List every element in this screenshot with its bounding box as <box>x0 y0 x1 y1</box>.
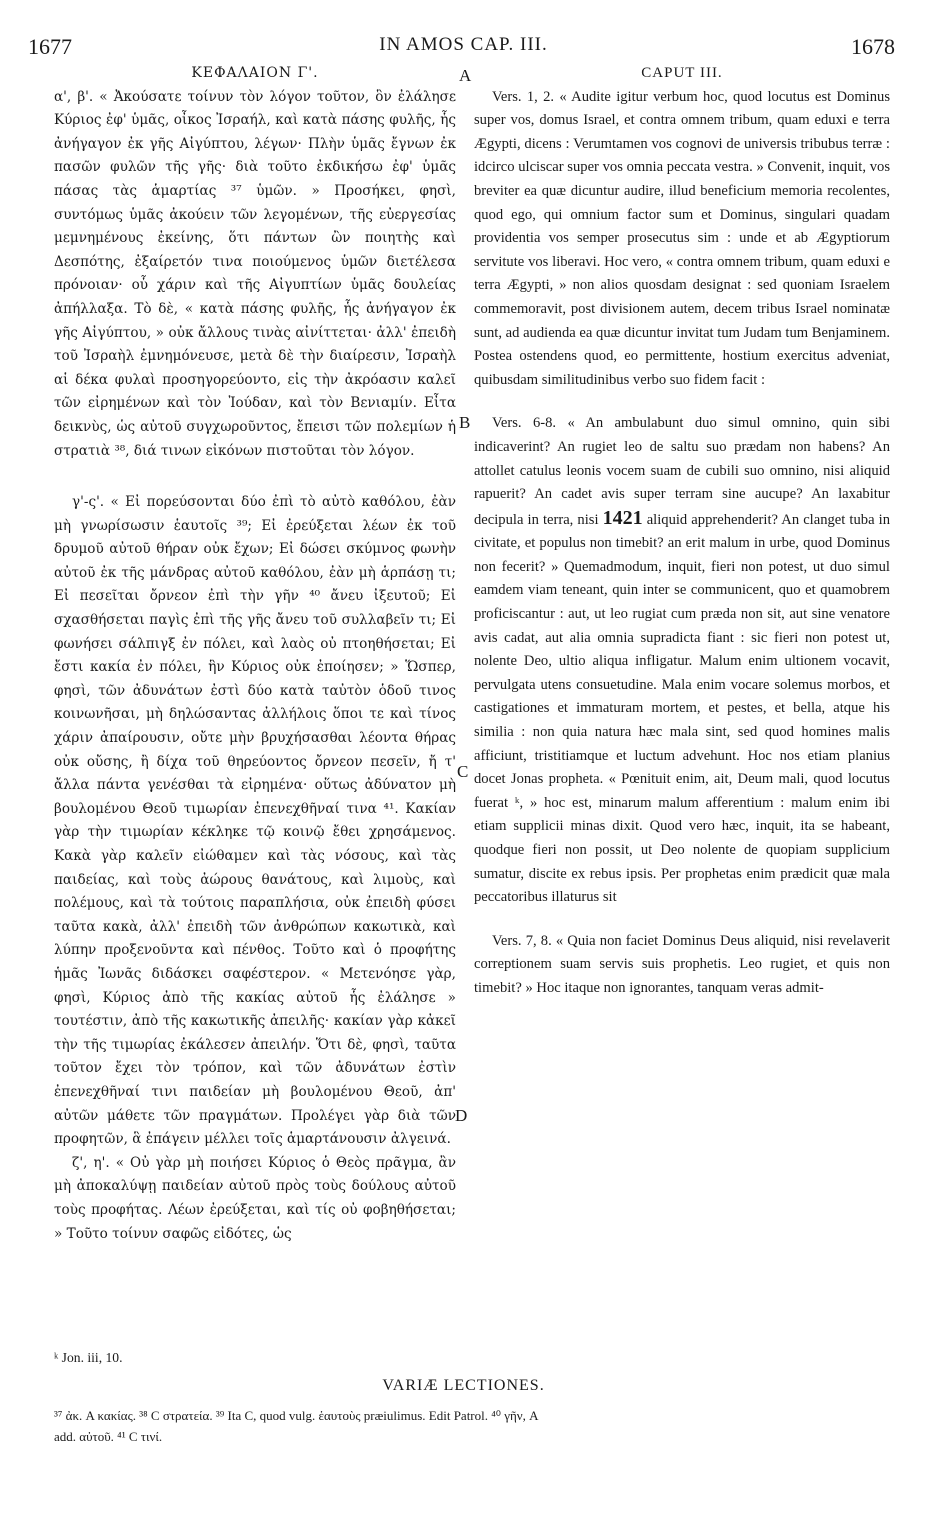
latin-paragraph-2 <box>474 412 890 909</box>
variae-lectiones <box>54 1405 890 1447</box>
latin-paragraph-2-end: aliquid apprehenderit? An clanget tuba in civitate, et populus non timebit? an erit malum in urbe, quod Dominus non fecerit? » Quemadmodum, inquit, fieri non potest, ut duo simul eamdem viam teneant, quin inter se communicent, quo et quamobrem proficiscantur : aut, ut leo rugiat cum præda non sit, aut sine venatore avis cadat, aut alia omnia supradicta fiant : sic fieri non potest ut, nolente Deo, ultio aliqua infligatur. Malum enim ultionem vocavit, pervulgata utens consuetudine. Mala enim vocare solemus morbos, et castigationes et immaturam mortem, et pestes, et bella, atque his similia : non quia natura hæc mala sint, sed quod homines malis afficiunt, tristitiamque et luctum advehunt. Hoc nos etiam planius docet Jonas propheta. « Pœnituit enim, ait, Deum mali, quod locutus fuerat ᵏ, » hoc est, minarum malum afferentium : malum enim ibi etiam supplicii minas dixit. Quod vero hæc, inquit, ita se habeant, quodque fieri non possit, ut Deo nolente de quopiam supplicium sumatur, discite ex rebus ipsis. Per prophetas enim prædicit quæ mala peccatoribus illaturus sit <box>474 511 890 906</box>
greek-column <box>54 62 456 1246</box>
greek-paragraph-3: ζ', η'. « Οὐ γὰρ μὴ ποιήσει Κύριος ὁ Θεὸς πρᾶγμα, ἂν μὴ ἀποκαλύψῃ παιδείαν αὐτοῦ πρὸς τοὺς δούλους αὐτοῦ τοὺς προφήτας. Λέων ἐρεύξεται, καὶ τίς οὐ φοβηθήσεται; » Τοῦτο τοίνυν σαφῶς εἰδότες, ὡς <box>54 1154 456 1242</box>
margin-letter-b: B <box>459 413 471 432</box>
latin-chapter-title: CAPUT III. <box>641 65 723 81</box>
latin-paragraph-1: Vers. 1, 2. « Audite igitur verbum hoc, quod locutus est Dominus super vos, domus Israel, et contra omnem tribum, quam eduxi e terra Ægypti, dicens : Verumtamen vos cognovi de universis tribubus terræ : idcirco ulciscar super vos omnia peccata vestra. » Convenit, inquit, vos breviter ea quæ dicuntur audire, illud beneficium memoria recolentes, quod ego, qui omnium factor sum et Dominus, singulari quadam providentia vos semper prosecutus sim : unde et ab Ægyptiorum servitute vos liberavi. Hoc vero, « contra omnem tribum, quam eduxi e terra Ægypti, » non alios quosdam designat : sed quoniam Israelem commemoravit, post divisionem autem, decem tribus Israel nominatæ sunt, ad audienda ea quæ dicuntur invitat tum Judam tum Benjaminem. Postea ostendens quod, eo permittente, hostium exercitus adveniat, quibusdam similitudinibus verbo suo fidem facit : <box>474 88 890 388</box>
latin-paragraph-3: Vers. 7, 8. « Quia non faciet Dominus Deus aliquid, nisi revelaverit correptionem suam servis suis prophetis. Leo rugiet, et quis non timebit? » Hoc itaque non ignorantes, tanquam veras admit- <box>474 932 890 996</box>
greek-chapter-title: ΚΕΦΑΛΑΙΟΝ Γ'. <box>191 65 319 81</box>
column-number: 1421 <box>602 506 643 529</box>
margin-letter-c: C <box>457 762 469 781</box>
variae-line-2: add. αὐτοῦ. ⁴¹ C τινί. <box>54 1429 163 1444</box>
margin-letter-a: A <box>459 66 472 85</box>
margin-letter-d: D <box>455 1106 468 1125</box>
latin-paragraph-2-start: Vers. 6-8. « An ambulabunt duo simul omnino, quin sibi indicaverint? An rugiet leo de saltu suo prædam non habens? An attollet catulus leonis vocem suam de cubili suo omnino, nisi aliquid rapuerit? An cadet avis super terram sine aucupe? An laxabitur decipula in terra, nisi <box>474 415 890 528</box>
variae-line-1: ³⁷ ἀκ. A κακίας. ³⁸ C στρατεία. ³⁹ Ita C, quod vulg. ἑαυτοὺς præiulimus. Edit Patrol. ⁴⁰ γῆν, A <box>54 1408 539 1423</box>
page-header <box>0 34 927 64</box>
variae-lectiones-title: VARIÆ LECTIONES. <box>382 1377 545 1394</box>
page-number-right: 1678 <box>851 34 895 59</box>
greek-paragraph-1: α', β'. « Ἀκούσατε τοίνυν τὸν λόγον τοῦτον, ὃν ἐλάλησε Κύριος ἐφ' ὑμᾶς, οἶκος Ἰσραήλ, καὶ κατὰ πάσης φυλῆς, ἧς ἀνήγαγον ἐκ γῆς Αἰγύπτου, λέγων· Πλὴν ὑμᾶς ἔγνων ἐκ πασῶν φυλῶν τῆς γῆς· διὰ τοῦτο ἐκδικήσω ἐφ' ὑμᾶς πάσας τὰς ἁμαρτίας ³⁷ ὑμῶν. » Προσήκει, φησὶ, συντόμως ὑμᾶς ἀκούειν τῶν λεγομένων, τῆς εὐεργεσίας μεμνημένους ἐκείνης, ὅτι πάντων ὢν ποιητὴς καὶ Δεσπότης, ἐξαίρετόν τινα ποιούμενος ὑμῶν διετέλεσα πρόνοιαν· οὗ χάριν καὶ τῆς Αἰγυπτίων ὑμᾶς δουλείας ἀπήλλαξα. Τὸ δὲ, « κατὰ πάσης φυλῆς, ἧς ἀνήγαγον ἐκ γῆς Αἰγύπτου, » οὐκ ἄλλους τινὰς αἰνίττεται· ἀλλ' ἐπειδὴ τοῦ Ἰσραὴλ ἐμνημόνευσε, μετὰ δὲ τὴν διαίρεσιν, Ἰσραὴλ αἱ δέκα φυλαὶ προσηγορεύοντο, εἰς τὴν ἀκρόασιν καλεῖ τῶν εἰρημένων καὶ τὸν Ἰούδαν, καὶ τὸν Βενιαμίν. Εἶτα δεικνὺς, ὡς αὐτοῦ συγχωροῦντος, ἔπεισι τῶν πολεμίων ἡ στρατιὰ ³⁸, διά τινων εἰκόνων πιστοῦται τὸν λόγον. <box>54 88 456 459</box>
page-number-left: 1677 <box>28 34 72 59</box>
running-title: IN AMOS CAP. III. <box>379 34 548 55</box>
latin-column <box>474 62 890 1001</box>
greek-paragraph-2: γ'-ς'. « Εἰ πορεύσονται δύο ἐπὶ τὸ αὐτὸ καθόλου, ἐὰν μὴ γνωρίσωσιν ἑαυτοῖς ³⁹; Εἰ ἐρεύξεται λέων ἐκ τοῦ δρυμοῦ αὐτοῦ θήραν οὐκ ἔχων; Εἰ δώσει σκύμνος φωνὴν αὐτοῦ ἐκ τῆς μάνδρας αὐτοῦ καθόλου, ἐὰν μὴ ἁρπάσῃ τι; Εἰ πεσεῖται ὄρνεον ἐπὶ τὴν γῆν ⁴⁰ ἄνευ ἰξευτοῦ; Εἰ σχασθήσεται παγὶς ἐπὶ τῆς γῆς ἄνευ τοῦ συλλαβεῖν τι; Εἰ φωνήσει σάλπιγξ ἐν πόλει, καὶ λαὸς οὐ πτοηθήσεται; Εἰ ἔστι κακία ἐν πόλει, ἣν Κύριος οὐκ ἐποίησεν; » Ὥσπερ, φησὶ, τῶν ἀδυνάτων ἐστὶ δύο κατὰ ταὐτὸν ὁδοῦ τινος κοινωνῆσαι, μὴ δηλώσαντας ἀλλήλοις ὅποι τε καὶ τίνος χάριν ἀπαίρουσιν, οὔτε μὴν βρυχήσασθαι λέοντα θήρας οὐκ οὔσης, ἢ δίχα τοῦ θηρεύοντος ὄρνεον πεσεῖν, ἤ τ' ἄλλα πάντα γενέσθαι τὰ εἰρημένα· οὕτως ἀδύνατον μὴ βουλομένου Θεοῦ τιμωρίαν ἐπενεχθῆναί τινα ⁴¹. Κακίαν γὰρ τὴν τιμωρίαν κέκληκε τῷ κοινῷ ἔθει χρησάμενος. Κακὰ γὰρ καλεῖν εἰώθαμεν καὶ τὰς νόσους, καὶ τὰς παιδείας, καὶ τοὺς ἀώρους θανάτους, καὶ λιμοὺς, καὶ πολέμους, καὶ τὰ τούτοις παραπλήσια, οὐκ ἐπειδὴ φύσει ταῦτα κακὰ, ἀλλ' ἐπειδὴ τῶν ἀνθρώπων κακωτικὰ, καὶ λύπην προξενοῦντα καὶ πένθος. Τοῦτο καὶ ὁ προφήτης ἡμᾶς Ἰωνᾶς διδάσκει σαφέστερον. « Μετενόησε γὰρ, φησὶ, Κύριος ἀπὸ τῆς κακίας αὐτοῦ ἧς ἐλάλησε » τουτέστιν, ἀπὸ τῆς κακωτικῆς ἀπειλῆς· κακίαν γὰρ κἀκεῖ τὴν τῆς τιμωρίας ἐκάλεσεν ἀπειλήν. Ὅτι δὲ, φησὶ, ταῦτα τοῦτον ἔχει τὸν τρόπον, καὶ τῶν ἀδυνάτων ἐστὶν ἐπενεχθῆναί τινι παιδείαν μὴ βουλομένου Θεοῦ, ἀπ' αὐτῶν μάθετε τῶν πραγμάτων. Προλέγει γὰρ διὰ τῶν προφητῶν, ἃ ἐπάγειν μέλλει τοῖς ἁμαρτάνουσιν ἀλγεινά. <box>54 494 456 1148</box>
footnote: ᵏ Jon. iii, 10. <box>54 1350 123 1365</box>
